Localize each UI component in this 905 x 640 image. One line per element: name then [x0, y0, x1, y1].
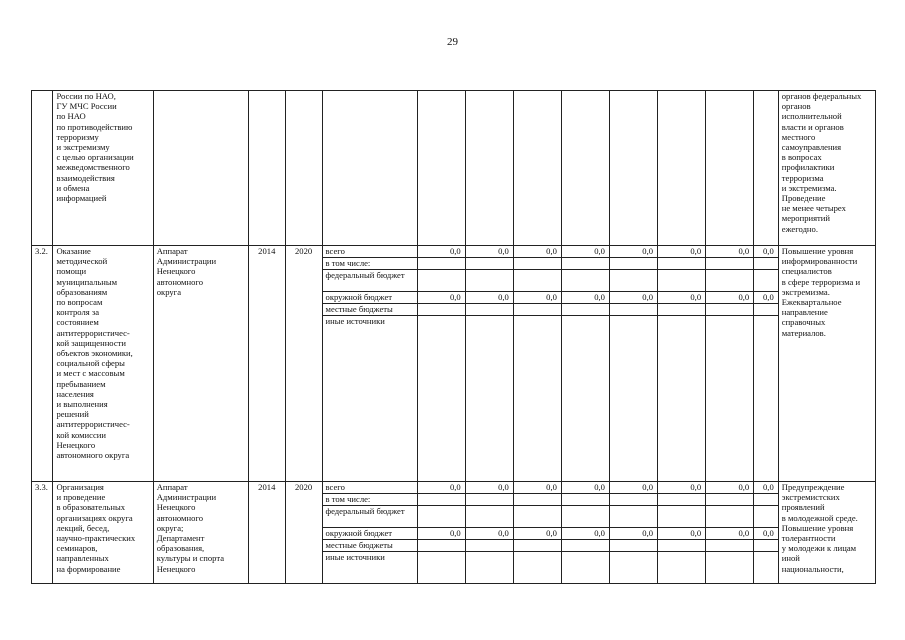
cell-value [706, 552, 754, 584]
cell-value: 0,0 [609, 482, 657, 494]
cell-value [417, 316, 465, 482]
cell-source: в том числе: [322, 258, 417, 270]
cell-value [754, 270, 779, 292]
cell-value [561, 494, 609, 506]
cell-activity-name: Оказание методической помощи муниципальным образованиям по вопросам контроля за состоянием антитеррористичес- кой защищенности объектов экономики, социальной сферы и мест с массовым пребыванием населения и выполнения решений антитеррористичес- кой комиссии Ненецкого автономного округа [53, 246, 153, 482]
continued-row [32, 91, 876, 246]
cell-value: 0,0 [609, 292, 657, 304]
cell-value [513, 552, 561, 584]
cell-value: 0,0 [513, 246, 561, 258]
cell-year-end [285, 91, 322, 246]
cell-value [417, 258, 465, 270]
cell-source: окружной бюджет [322, 292, 417, 304]
cell-value: 0,0 [561, 246, 609, 258]
cell-value [706, 506, 754, 528]
table-body [32, 91, 876, 584]
cell-value [513, 506, 561, 528]
cell-value [561, 270, 609, 292]
cell-value [609, 540, 657, 552]
cell-activity-name: России по НАО, ГУ МЧС России по НАО по противодействию терроризму и экстремизму с целью организации межведомственного взаимодействия и обмена информацией [53, 91, 153, 246]
cell-value [417, 552, 465, 584]
cell-value [465, 258, 513, 270]
cell-source [322, 91, 417, 246]
cell-value [513, 304, 561, 316]
cell-value: 0,0 [609, 246, 657, 258]
cell-value [706, 316, 754, 482]
cell-year-start [248, 91, 285, 246]
cell-value: 0,0 [465, 246, 513, 258]
cell-value [465, 552, 513, 584]
cell-value [609, 552, 657, 584]
cell-value [513, 540, 561, 552]
cell-value [658, 494, 706, 506]
cell-value: 0,0 [754, 528, 779, 540]
cell-value [465, 270, 513, 292]
cell-value [658, 258, 706, 270]
cell-value: 0,0 [561, 482, 609, 494]
cell-source: местные бюджеты [322, 540, 417, 552]
cell-value [513, 270, 561, 292]
cell-value [754, 494, 779, 506]
cell-number: 3.3. [32, 482, 53, 584]
cell-source: иные источники [322, 316, 417, 482]
cell-value [658, 552, 706, 584]
cell-value: 0,0 [417, 482, 465, 494]
program-table [31, 90, 876, 584]
cell-value [754, 506, 779, 528]
cell-value: 0,0 [513, 482, 561, 494]
cell-value [658, 506, 706, 528]
cell-year-start: 2014 [248, 482, 285, 584]
cell-value [609, 506, 657, 528]
cell-value: 0,0 [706, 528, 754, 540]
cell-value [513, 91, 561, 246]
cell-result: Предупреждение экстремистских проявлений в молодежной среде. Повышение уровня толерантности у молодежи к лицам иной национальности, [778, 482, 875, 584]
cell-value [465, 316, 513, 482]
cell-result: органов федеральных органов исполнительной власти и органов местного самоуправления в вопросах профилактики терроризма и экстремизма. Проведение не менее четырех мероприятий ежегодно. [778, 91, 875, 246]
cell-value [706, 270, 754, 292]
cell-value [561, 552, 609, 584]
cell-value [609, 91, 657, 246]
cell-source: местные бюджеты [322, 304, 417, 316]
cell-number [32, 91, 53, 246]
cell-year-end: 2020 [285, 246, 322, 482]
cell-value [561, 258, 609, 270]
cell-value [561, 91, 609, 246]
cell-value [609, 270, 657, 292]
cell-value [609, 304, 657, 316]
cell-value [754, 316, 779, 482]
cell-source: всего [322, 246, 417, 258]
cell-value [609, 316, 657, 482]
cell-value: 0,0 [465, 292, 513, 304]
cell-value: 0,0 [609, 528, 657, 540]
cell-value [754, 91, 779, 246]
cell-value: 0,0 [513, 528, 561, 540]
cell-result: Повышение уровня информированности специалистов в сфере терроризма и экстремизма. Ежеквартальное направление справочных материалов. [778, 246, 875, 482]
cell-value [706, 258, 754, 270]
cell-value [561, 316, 609, 482]
cell-value: 0,0 [706, 246, 754, 258]
cell-value [754, 304, 779, 316]
cell-value: 0,0 [658, 246, 706, 258]
cell-value [417, 270, 465, 292]
cell-value [465, 506, 513, 528]
cell-value [417, 91, 465, 246]
cell-value: 0,0 [417, 292, 465, 304]
cell-executor: Аппарат Администрации Ненецкого автономного округа; Департамент образования, культуры и спорта Ненецкого [153, 482, 248, 584]
cell-value: 0,0 [658, 482, 706, 494]
page-number: 29 [447, 36, 458, 48]
cell-value: 0,0 [465, 482, 513, 494]
cell-value [513, 258, 561, 270]
cell-value [417, 540, 465, 552]
cell-source: в том числе: [322, 494, 417, 506]
cell-executor [153, 91, 248, 246]
cell-value [513, 316, 561, 482]
cell-value [609, 494, 657, 506]
cell-value: 0,0 [706, 482, 754, 494]
cell-source: иные источники [322, 552, 417, 584]
cell-source: всего [322, 482, 417, 494]
cell-value [658, 316, 706, 482]
cell-year-end: 2020 [285, 482, 322, 584]
cell-value [465, 304, 513, 316]
cell-value: 0,0 [417, 528, 465, 540]
cell-value [561, 304, 609, 316]
cell-value [417, 304, 465, 316]
cell-value [658, 91, 706, 246]
cell-value: 0,0 [465, 528, 513, 540]
cell-value: 0,0 [561, 528, 609, 540]
cell-value [465, 494, 513, 506]
cell-value: 0,0 [754, 482, 779, 494]
cell-value: 0,0 [658, 292, 706, 304]
cell-value [658, 270, 706, 292]
cell-source: федеральный бюджет [322, 506, 417, 528]
cell-value: 0,0 [754, 246, 779, 258]
activity-row [32, 482, 876, 494]
cell-value [706, 494, 754, 506]
cell-value [609, 258, 657, 270]
cell-value [561, 540, 609, 552]
cell-value [754, 258, 779, 270]
cell-value [706, 540, 754, 552]
cell-value [754, 540, 779, 552]
cell-value [465, 91, 513, 246]
cell-value [417, 506, 465, 528]
cell-value [658, 540, 706, 552]
cell-value [417, 494, 465, 506]
cell-value [754, 552, 779, 584]
cell-source: федеральный бюджет [322, 270, 417, 292]
cell-value [658, 304, 706, 316]
cell-value [561, 506, 609, 528]
cell-value [513, 494, 561, 506]
activity-row [32, 246, 876, 258]
cell-value: 0,0 [658, 528, 706, 540]
cell-value: 0,0 [706, 292, 754, 304]
cell-executor: Аппарат Администрации Ненецкого автономного округа [153, 246, 248, 482]
cell-value: 0,0 [561, 292, 609, 304]
cell-value [465, 540, 513, 552]
cell-source: окружной бюджет [322, 528, 417, 540]
cell-value: 0,0 [513, 292, 561, 304]
cell-number: 3.2. [32, 246, 53, 482]
cell-value: 0,0 [754, 292, 779, 304]
cell-year-start: 2014 [248, 246, 285, 482]
cell-value [706, 91, 754, 246]
cell-activity-name: Организация и проведение в образовательных организациях округа лекций, бесед, научно-практических семинаров, направленных на формирование [53, 482, 153, 584]
cell-value: 0,0 [417, 246, 465, 258]
cell-value [706, 304, 754, 316]
